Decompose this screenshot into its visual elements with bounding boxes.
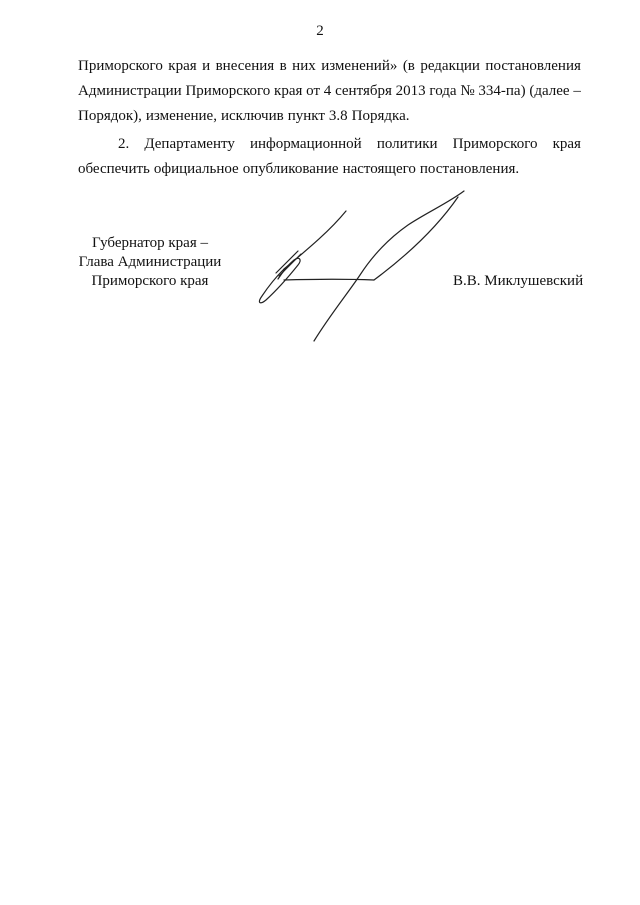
word: постановления. [419,161,520,177]
page-number: 2 [316,23,324,39]
paragraph-2-line-2 [78,160,581,178]
word: края [168,58,197,74]
word: 2. [118,136,130,152]
signatory-title-line: Приморского края [91,273,209,289]
word: сентября [335,83,392,99]
word: и [202,58,211,74]
word: обеспечить [78,161,150,177]
word: Приморского [452,136,538,152]
word: 2013 [395,83,426,99]
word: края [274,83,303,99]
paragraph-1-line-1 [78,57,581,75]
signatory-name: В.В. Миклушевский [453,273,584,289]
word: 4 [323,83,332,99]
word: редакции [420,58,480,74]
word: в [279,58,287,74]
word: (в [402,58,415,74]
word: политики [376,136,438,152]
signatory-title-line: Губернатор края – [92,235,208,251]
word: пункт [287,108,325,124]
word: исключив [220,108,284,124]
word: них [292,58,316,74]
word: опубликование [242,161,339,177]
word: № [460,83,475,99]
paragraph-1-line-3 [78,107,581,125]
handwritten-signature [248,183,478,348]
word: внесения [215,58,275,74]
paragraph-2-line-1 [118,135,581,153]
word: Приморского [185,83,271,99]
word: 334-па) [478,83,526,99]
word: края [552,136,581,152]
word: – [573,83,581,99]
word: изменений» [321,58,398,74]
word: Администрации [78,83,182,99]
word: изменение, [145,108,217,124]
word: Порядок), [78,108,142,124]
paragraph-1-line-2 [78,82,581,100]
word: информационной [249,136,362,152]
word: настоящего [342,161,416,177]
word: Департаменту [144,136,235,152]
word: Приморского [78,58,163,74]
word: Порядка. [351,108,410,124]
word: постановления [485,58,581,74]
word: от [306,83,321,99]
signatory-title-line: Глава Администрации [78,254,222,270]
signatory-title [60,234,240,291]
word: (далее [529,83,570,99]
word: официальное [153,161,239,177]
word: года [429,83,457,99]
word: 3.8 [328,108,348,124]
